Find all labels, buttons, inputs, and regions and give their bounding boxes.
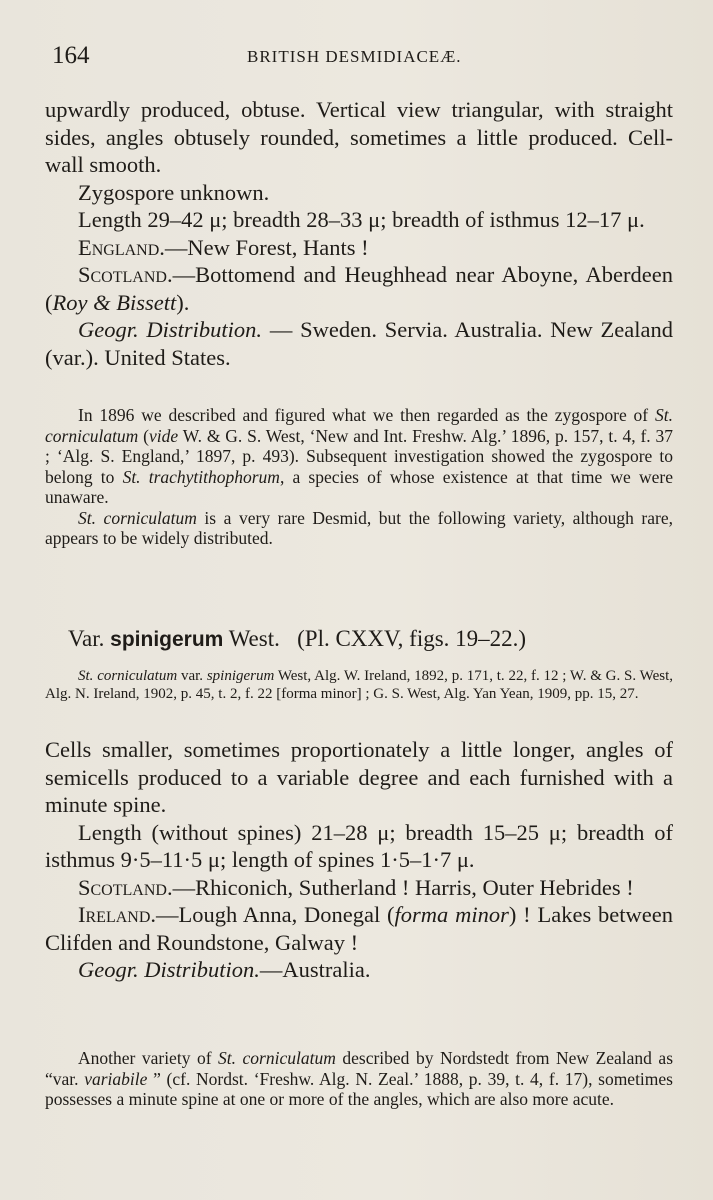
variety-author: West. xyxy=(223,626,280,651)
note3-variabile: variabile xyxy=(84,1068,148,1089)
synonymy-block xyxy=(45,668,673,703)
variety-prefix: Var. xyxy=(68,626,111,651)
zygospore-note xyxy=(45,405,673,549)
note-nordstedt xyxy=(45,1048,673,1110)
species-description xyxy=(45,96,673,371)
running-head: BRITISH DESMIDIACEÆ. xyxy=(247,47,462,66)
england-locality xyxy=(45,234,673,262)
note1-e: W. & G. S. West, ‘New and Int. Freshw. Alg.’ 1896, p. 157, t. 4, f. 37 ; ‘Alg. S. England,’ 1897, p. 493). Subsequent investigation showed the zygospore to belong to xyxy=(45,425,674,487)
cells-paragraph: Cells smaller, sometimes proportionately a little longer, angles of semicells produced to a variable degree and each furnished with a minute spine. xyxy=(45,737,673,817)
geographic-distribution xyxy=(45,316,673,371)
v-ireland-text: —Lough Anna, Donegal ( xyxy=(156,902,395,927)
note-1896 xyxy=(45,405,673,508)
scotland-locality xyxy=(45,261,673,316)
note3-a: Another variety of xyxy=(78,1048,219,1068)
syn-refs: West, Alg. W. Ireland, 1892, p. 171, t. 22, f. 12 ; W. & G. S. West, Alg. N. Ireland, 1902, p. 45, t. 2, f. 22 [forma minor] ; G. S. West, Alg. Yan Yean, 1909, pp. 15, 27. xyxy=(45,668,673,702)
v-geogr-text: —Australia. xyxy=(259,957,371,982)
note1-c: ( xyxy=(138,425,150,446)
note1-species: St. corniculatum xyxy=(45,405,673,446)
syn-var: var. xyxy=(177,668,207,684)
syn-species: St. corniculatum xyxy=(78,668,178,684)
dimensions-paragraph: Length 29–42 μ; breadth 28–33 μ; breadth of isthmus 12–17 μ. xyxy=(78,207,645,232)
variety-heading xyxy=(68,625,673,654)
note2-species: St. corniculatum xyxy=(78,507,197,528)
synonymy xyxy=(45,668,673,703)
note1-a: In 1896 we described and figured what we then regarded as the zygospore of xyxy=(78,405,655,425)
vertical-view-paragraph: upwardly produced, obtuse. Vertical view triangular, with straight sides, angles obtusely rounded, sometimes a little produced. Cell-wall smooth. xyxy=(45,97,673,177)
scotland-collectors: Roy & Bissett xyxy=(52,289,177,315)
syn-variety: spinigerum xyxy=(206,668,275,684)
note3-species: St. corniculatum xyxy=(218,1048,336,1068)
note3-c: described by Nordstedt from New Zealand as “var. xyxy=(45,1048,674,1089)
england-label: England. xyxy=(78,234,165,260)
v-scotland-label: Scotland. xyxy=(78,874,173,900)
v-ireland-rest: ) ! Lakes between Clifden and Roundstone, Galway ! xyxy=(45,902,673,955)
variety-name: spinigerum xyxy=(110,628,224,651)
geogr-text: — Sweden. Servia. Australia. New Zealand (var.). United States. xyxy=(45,317,673,370)
v-ireland-label: Ireland. xyxy=(78,902,157,927)
england-text: —New Forest, Hants ! xyxy=(164,234,369,260)
note1-g: , a species of whose existence at that time we were unaware. xyxy=(45,466,673,507)
note1-trachy: St. trachytithophorum xyxy=(122,466,280,487)
v-ireland-forma: forma minor xyxy=(394,902,509,927)
note2-text: is a very rare Desmid, but the following variety, although rare, appears to be widely distributed. xyxy=(45,507,673,548)
v-scotland-text: —Rhiconich, Sutherland ! Harris, Outer Hebrides ! xyxy=(172,874,634,900)
variety-geogr xyxy=(45,956,673,984)
variety-ireland xyxy=(45,901,673,956)
note3-e: ” (cf. Nordst. ‘Freshw. Alg. N. Zeal.’ 1888, p. 39, t. 4, f. 17), sometimes possesses a minute spine at one or more of the angles, which are also more acute. xyxy=(45,1068,673,1109)
note1-vide: vide xyxy=(149,425,179,446)
page-header xyxy=(52,42,671,72)
scotland-label: Scotland. xyxy=(78,262,173,287)
variety-dimensions: Length (without spines) 21–28 μ; breadth 15–25 μ; breadth of isthmus 9·5–11·5 μ; length of spines 1·5–1·7 μ. xyxy=(45,819,673,872)
geogr-label: Geogr. Distribution. xyxy=(78,317,263,342)
variety-plate-ref: (Pl. CXXV, figs. 19–22.) xyxy=(297,626,527,651)
variety-description xyxy=(45,736,673,984)
v-geogr-label: Geogr. Distribution. xyxy=(78,957,260,982)
variety-scotland xyxy=(45,874,673,902)
variabile-note xyxy=(45,1048,673,1110)
scotland-close: ). xyxy=(176,289,190,315)
zygospore-line: Zygospore unknown. xyxy=(78,179,270,205)
page-number: 164 xyxy=(52,42,90,69)
scotland-text: —Bottomend and Heughhead near Aboyne, Aberdeen ( xyxy=(45,262,673,315)
note-rarity xyxy=(45,508,673,549)
